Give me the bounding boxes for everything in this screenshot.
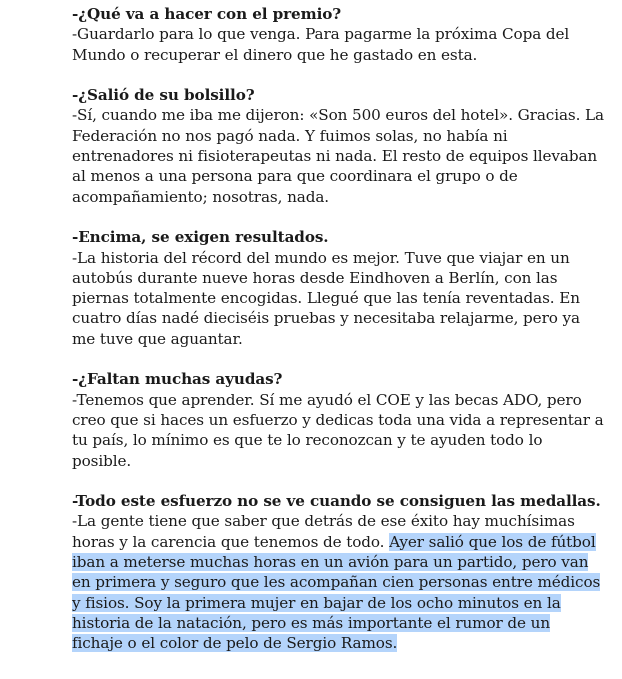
interview-answer[interactable] xyxy=(72,511,604,653)
qa-block-ayudas xyxy=(72,369,604,470)
interview-answer: -Guardarlo para lo que venga. Para pagarme la próxima Copa del Mundo o recuperar el dinero que he gastado en esta. xyxy=(72,25,570,64)
interview-question: -Todo este esfuerzo no se ve cuando se consiguen las medallas. xyxy=(72,492,601,511)
qa-block-premio xyxy=(72,4,604,65)
interview-question: -¿Salió de su bolsillo? xyxy=(72,86,255,105)
interview-question: -¿Faltan muchas ayudas? xyxy=(72,370,283,389)
selected-text[interactable]: Ayer salió que los de fútbol iban a meterse muchas horas en un avión para un partido, pero van en primera y seguro que les acompañan cien personas entre médicos y fisios. Soy la primera mujer en bajar de los ocho minutos en la historia de la natación, pero es más importante el rumor de un fichaje o el color de pelo de Sergio Ramos. xyxy=(72,532,601,653)
answer-text: -La gente tiene que saber que detrás de ese éxito hay muchísimas horas y la carencia que tenemos de todo. xyxy=(72,512,575,551)
qa-block-resultados xyxy=(72,227,604,349)
interview-answer: -Sí, cuando me iba me dijeron: «Son 500 euros del hotel». Gracias. La Federación no nos pagó nada. Y fuimos solas, no había ni entrenadores ni fisioterapeutas ni nada. El resto de equipos llevaban al menos a una persona para que coordinara el grupo o de acompañamiento; nosotras, nada. xyxy=(72,106,604,206)
qa-block-medallas xyxy=(72,491,604,653)
interview-question: -Encima, se exigen resultados. xyxy=(72,228,329,247)
interview-article xyxy=(72,4,604,674)
interview-answer: -Tenemos que aprender. Sí me ayudó el COE y las becas ADO, pero creo que si haces un esfuerzo y dedicas toda una vida a representar a tu país, lo mínimo es que te lo reconozcan y te ayuden todo lo posible. xyxy=(72,390,604,470)
interview-question: -¿Qué va a hacer con el premio? xyxy=(72,5,342,23)
qa-block-bolsillo xyxy=(72,85,604,207)
interview-answer: -La historia del récord del mundo es mejor. Tuve que viajar en un autobús durante nueve horas desde Eindhoven a Berlín, con las piernas totalmente encogidas. Llegué que las tenía reventadas. En cuatro días nadé dieciséis pruebas y necesitaba relajarme, pero ya me tuve que aguantar. xyxy=(72,248,580,348)
